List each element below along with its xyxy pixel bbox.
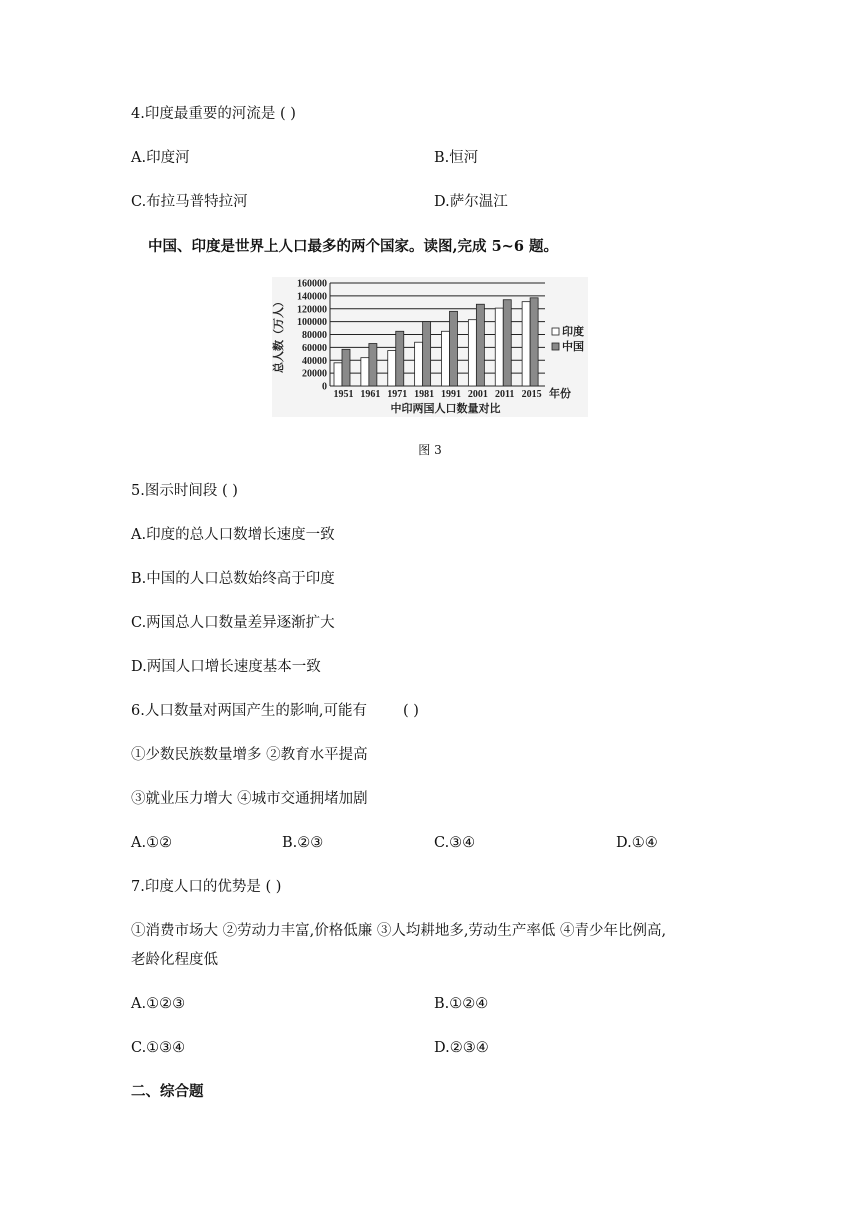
q6-option-b: B.②③ — [282, 835, 324, 851]
q6-option-a: A.①② — [131, 835, 173, 851]
x-tick-label: 1991 — [440, 389, 461, 400]
q7-option-d: D.②③④ — [434, 1040, 489, 1056]
bar-china — [369, 344, 377, 386]
chart-intro-text: 中国、印度是世界上人口最多的两个国家。读图,完成 5~6 题。 — [148, 238, 558, 255]
bar-china — [396, 331, 404, 386]
q7-option-c: C.①③④ — [131, 1040, 186, 1056]
bar-india — [442, 331, 450, 386]
q5-option-b: B.中国的人口总数始终高于印度 — [131, 571, 335, 587]
legend-swatch-china — [552, 343, 559, 350]
legend-label-china: 中国 — [562, 341, 584, 353]
x-tick-label: 1951 — [333, 389, 354, 400]
q4-option-c: C.布拉马普特拉河 — [131, 194, 248, 210]
q4-option-d: D.萨尔温江 — [434, 194, 508, 210]
question-4-stem: 4.印度最重要的河流是 ( ) — [131, 106, 296, 122]
bar-india — [415, 342, 423, 386]
x-tick-label: 2015 — [521, 389, 542, 400]
y-tick-label: 0 — [322, 381, 327, 393]
bar-china — [503, 300, 511, 386]
legend-label-india: 印度 — [562, 326, 584, 338]
legend-swatch-india — [552, 328, 559, 335]
y-tick-label: 20000 — [302, 368, 327, 380]
q7-items-line-2: 老龄化程度低 — [131, 952, 218, 968]
q7-option-a: A.①②③ — [131, 996, 186, 1012]
bar-india — [522, 302, 530, 386]
q7-option-b: B.①②④ — [434, 996, 489, 1012]
q7-items-line-1: ①消费市场大 ②劳动力丰富,价格低廉 ③人均耕地多,劳动生产率低 ④青少年比例高, — [131, 923, 667, 939]
y-tick-label: 100000 — [297, 317, 327, 329]
population-chart — [272, 277, 588, 417]
q6-option-c: C.③④ — [434, 835, 476, 851]
question-6-stem: 6.人口数量对两国产生的影响,可能有 — [131, 703, 367, 719]
x-tick-label: 1971 — [387, 389, 408, 400]
q6-option-d: D.①④ — [616, 835, 658, 851]
x-tick-label: 1961 — [360, 389, 381, 400]
y-tick-label: 80000 — [302, 330, 327, 341]
question-5-stem: 5.图示时间段 ( ) — [131, 483, 238, 499]
x-axis-label: 年份 — [549, 388, 571, 400]
question-7-stem: 7.印度人口的优势是 ( ) — [131, 879, 282, 895]
x-tick-label: 2001 — [467, 389, 488, 400]
bar-india — [468, 320, 476, 386]
y-tick-label: 160000 — [297, 278, 327, 290]
y-axis-label: 总人数（万人） — [273, 296, 285, 373]
figure-caption: 图 3 — [418, 443, 442, 457]
bar-china — [342, 349, 350, 386]
bar-china — [530, 298, 538, 386]
y-tick-label: 60000 — [302, 342, 327, 354]
q4-option-b: B.恒河 — [434, 150, 479, 166]
bar-india — [388, 351, 396, 386]
bar-india — [495, 308, 503, 386]
bar-india — [361, 358, 369, 386]
q6-items-line-2: ③就业压力增大 ④城市交通拥堵加剧 — [131, 791, 368, 807]
y-tick-label: 120000 — [297, 304, 327, 316]
bar-china — [450, 311, 458, 386]
bar-china — [476, 304, 484, 386]
q4-option-a: A.印度河 — [131, 150, 190, 166]
q6-items-line-1: ①少数民族数量增多 ②教育水平提高 — [131, 747, 368, 763]
y-tick-label: 40000 — [302, 355, 327, 367]
y-tick-label: 140000 — [297, 291, 327, 303]
q5-option-a: A.印度的总人口数增长速度一致 — [131, 527, 335, 543]
q5-option-d: D.两国人口增长速度基本一致 — [131, 659, 321, 675]
q5-option-c: C.两国总人口数量差异逐渐扩大 — [131, 615, 335, 631]
bar-india — [334, 363, 342, 386]
section-2-heading: 二、综合题 — [131, 1083, 204, 1100]
population-chart-svg — [272, 277, 588, 417]
x-tick-label: 2011 — [494, 389, 515, 400]
question-6-answer-paren: ( ) — [403, 703, 419, 719]
chart-title: 中印两国人口数量对比 — [390, 403, 501, 415]
x-tick-label: 1981 — [414, 389, 435, 400]
bar-china — [423, 322, 431, 386]
